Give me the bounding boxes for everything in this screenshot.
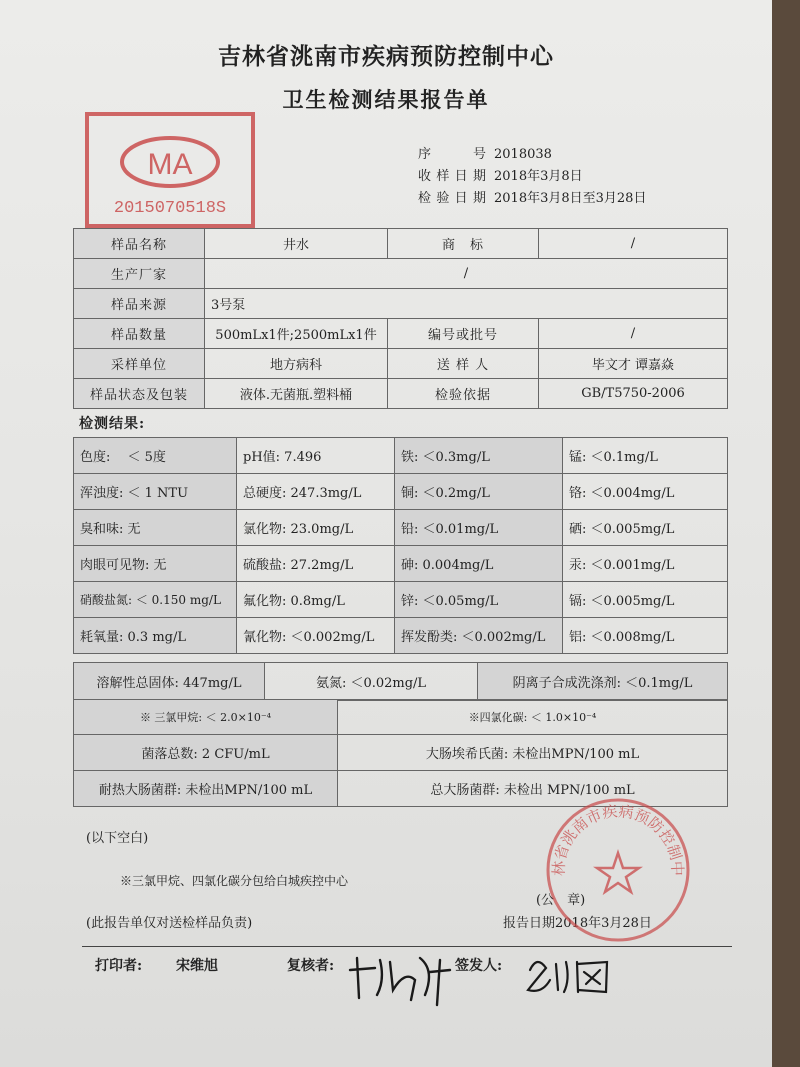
- cma-stamp: [85, 112, 255, 228]
- result-cell: 镉: ＜0.005mg/L: [563, 582, 728, 618]
- table-row: [74, 700, 728, 735]
- serial-label: 序 号: [418, 147, 486, 162]
- seal-text: 林省洮南市疾病预防控制中: [549, 802, 687, 877]
- printer-label: 打印者:: [95, 958, 143, 974]
- page-title: 吉林省洮南市疾病预防控制中心: [218, 43, 554, 70]
- sample-name-label: 样品名称: [74, 229, 205, 259]
- source-label: 样品来源: [74, 289, 205, 319]
- test-date-label: 检验日期: [418, 191, 486, 206]
- cma-number: 2015070518S: [113, 199, 227, 218]
- table-row: [74, 474, 728, 510]
- test-date-value: 2018年3月8日至3月28日: [494, 191, 647, 206]
- sampling-unit-label: 采样单位: [74, 349, 205, 379]
- serial-value: 2018038: [494, 147, 552, 162]
- result-cell: 砷: 0.004mg/L: [395, 546, 563, 582]
- sample-name: 井水: [205, 229, 388, 259]
- result-cell: ※ 三氯甲烷: ＜ 2.0×10⁻⁴: [74, 700, 338, 735]
- result-cell: 总大肠菌群: 未检出 MPN/100 mL: [338, 771, 728, 807]
- result-cell: 铝: ＜0.008mg/L: [563, 618, 728, 654]
- results-table: [73, 437, 728, 654]
- result-cell: 铁: ＜0.3mg/L: [395, 438, 563, 474]
- state-value: 液体.无菌瓶.塑料桶: [205, 379, 388, 409]
- receive-date-line: [418, 165, 583, 184]
- sample-info-table: [73, 228, 728, 409]
- result-cell: 耗氧量: 0.3 mg/L: [74, 618, 237, 654]
- quantity-label: 样品数量: [74, 319, 205, 349]
- sender-label: 送 样 人: [388, 349, 539, 379]
- table-row: [74, 582, 728, 618]
- report-date: 报告日期2018年3月28日: [503, 916, 652, 931]
- issuer-label: 签发人:: [455, 958, 503, 974]
- issuer-signature: [522, 950, 622, 1000]
- reviewer-signature: [345, 950, 455, 1010]
- results-table-row7: [73, 662, 728, 701]
- result-cell: 菌落总数: 2 CFU/mL: [74, 735, 338, 771]
- result-cell: 溶解性总固体: 447mg/L: [74, 663, 265, 701]
- table-row: [74, 438, 728, 474]
- page-subtitle: 卫生检测结果报告单: [282, 87, 490, 112]
- results-heading: 检测结果:: [79, 416, 146, 432]
- sampling-unit-value: 地方病科: [205, 349, 388, 379]
- result-cell: 挥发酚类: ＜0.002mg/L: [395, 618, 563, 654]
- result-cell: 铬: ＜0.004mg/L: [563, 474, 728, 510]
- subcontract-note: ※三氯甲烷、四氯化碳分包给白城疾控中心: [120, 874, 349, 888]
- maker-label: 生产厂家: [74, 259, 205, 289]
- brand-label: 商 标: [388, 229, 539, 259]
- official-seal-label: (公 章): [536, 893, 586, 908]
- basis-value: GB/T5750-2006: [539, 379, 728, 409]
- divider: [82, 946, 732, 947]
- quantity-value: 500mLx1件;2500mLx1件: [205, 319, 388, 349]
- result-cell: 大肠埃希氏菌: 未检出MPN/100 mL: [338, 735, 728, 771]
- table-row: [74, 663, 728, 701]
- result-cell: ※四氯化碳: ＜ 1.0×10⁻⁴: [338, 700, 728, 735]
- result-cell: 总硬度: 247.3mg/L: [237, 474, 395, 510]
- result-cell: 浑浊度: ＜ 1 NTU: [74, 474, 237, 510]
- table-row: [74, 735, 728, 771]
- receive-date-value: 2018年3月8日: [494, 169, 583, 184]
- blank-notice: (以下空白): [86, 831, 149, 846]
- result-cell: 锰: ＜0.1mg/L: [563, 438, 728, 474]
- maker-value: /: [205, 259, 728, 289]
- batch-label: 编号或批号: [388, 319, 539, 349]
- results-table-bottom: [73, 699, 728, 807]
- table-row: [74, 546, 728, 582]
- result-cell: 氨氮: ＜0.02mg/L: [265, 663, 478, 701]
- serial-line: [418, 143, 552, 162]
- result-cell: 铅: ＜0.01mg/L: [395, 510, 563, 546]
- result-cell: pH值: 7.496: [237, 438, 395, 474]
- official-seal: [543, 795, 693, 945]
- brand-value: /: [539, 229, 728, 259]
- result-cell: 氯化物: 23.0mg/L: [237, 510, 395, 546]
- result-cell: 氟化物: 0.8mg/L: [237, 582, 395, 618]
- result-cell: 耐热大肠菌群: 未检出MPN/100 mL: [74, 771, 338, 807]
- result-cell: 肉眼可见物: 无: [74, 546, 237, 582]
- result-cell: 铜: ＜0.2mg/L: [395, 474, 563, 510]
- result-cell: 硒: ＜0.005mg/L: [563, 510, 728, 546]
- table-row: [74, 510, 728, 546]
- sender-value: 毕文才 谭嘉焱: [539, 349, 728, 379]
- result-cell: 锌: ＜0.05mg/L: [395, 582, 563, 618]
- result-cell: 色度: ＜ 5度: [74, 438, 237, 474]
- result-cell: 硫酸盐: 27.2mg/L: [237, 546, 395, 582]
- test-date-line: [418, 187, 646, 206]
- source-value: 3号泵: [205, 289, 728, 319]
- result-cell: 臭和味: 无: [74, 510, 237, 546]
- reviewer-label: 复核者:: [287, 958, 335, 974]
- batch-value: /: [539, 319, 728, 349]
- receive-date-label: 收样日期: [418, 169, 486, 184]
- printer-name: 宋维旭: [176, 958, 218, 974]
- result-cell: 硝酸盐氮: ＜ 0.150 mg/L: [74, 582, 237, 618]
- table-row: [74, 618, 728, 654]
- cma-logo-text: MA: [147, 148, 193, 181]
- result-cell: 阴离子合成洗涤剂: ＜0.1mg/L: [478, 663, 728, 701]
- result-cell: 氰化物: ＜0.002mg/L: [237, 618, 395, 654]
- basis-label: 检验依据: [388, 379, 539, 409]
- state-label: 样品状态及包装: [74, 379, 205, 409]
- disclaimer: (此报告单仅对送检样品负责): [86, 916, 253, 931]
- result-cell: 汞: ＜0.001mg/L: [563, 546, 728, 582]
